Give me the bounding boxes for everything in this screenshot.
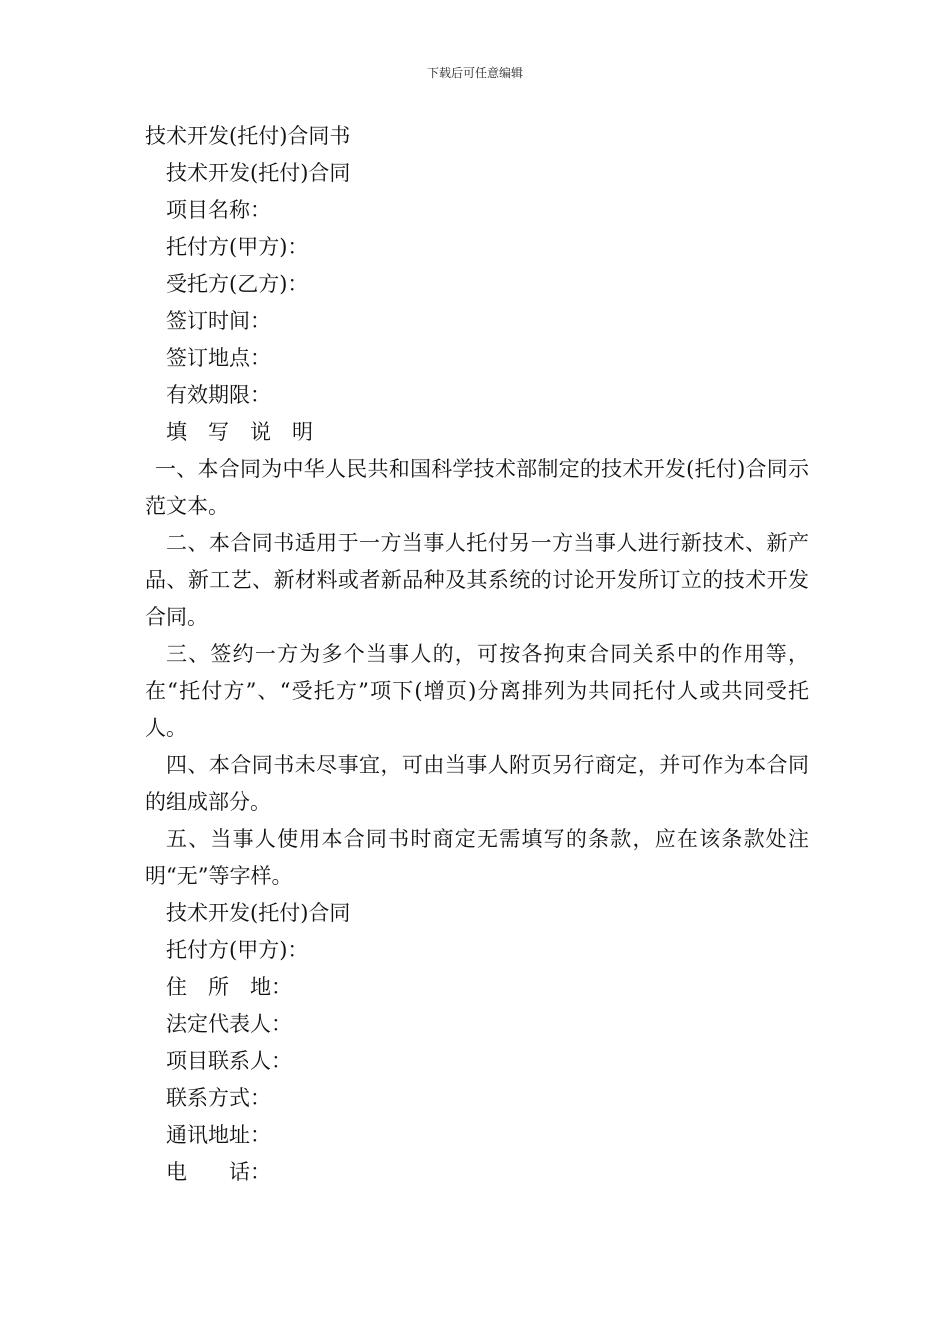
instruction-item-3: 三、签约一方为多个当事人的，可按各拘束合同关系中的作用等，在“托付方”、“受托方”项下(增页)分离排列为共同托付人或共同受托人。 — [145, 642, 809, 740]
instruction-item-1: 一、本合同为中华人民共和国科学技术部制定的技术开发(托付)合同示范文本。 — [145, 457, 809, 518]
project-name-label: 项目名称： — [166, 198, 271, 222]
valid-period-label: 有效期限： — [166, 383, 271, 407]
sign-place-label: 签订地点： — [166, 346, 271, 370]
mail-address-label: 通讯地址： — [166, 1123, 271, 1147]
client-label: 托付方(甲方)： — [166, 235, 309, 259]
phone-label: 电 话： — [166, 1160, 271, 1184]
document-body — [145, 118, 809, 1191]
cover-subtitle: 技术开发(托付)合同 — [166, 161, 351, 185]
instruction-item-5: 五、当事人使用本合同书时商定无需填写的条款，应在该条款处注明“无”等字样。 — [145, 827, 809, 888]
contact-method-label: 联系方式： — [166, 1086, 271, 1110]
instruction-item-2: 二、本合同书适用于一方当事人托付另一方当事人进行新技术、新产品、新工艺、新材料或者新品种及其系统的讨论开发所订立的技术开发合同。 — [145, 531, 809, 629]
legal-rep-label: 法定代表人： — [166, 1012, 292, 1036]
document-title: 技术开发(托付)合同书 — [145, 124, 351, 148]
contract-title: 技术开发(托付)合同 — [166, 901, 351, 925]
address-label: 住 所 地： — [166, 975, 292, 999]
page-header: 下载后可任意编辑 — [426, 66, 523, 80]
contract-client-label: 托付方(甲方)： — [166, 938, 309, 962]
sign-time-label: 签订时间： — [166, 309, 271, 333]
contractor-label: 受托方(乙方)： — [166, 272, 309, 296]
project-contact-label: 项目联系人： — [166, 1049, 292, 1073]
instructions-heading: 填 写 说 明 — [166, 420, 313, 444]
instruction-item-4: 四、本合同书未尽事宜，可由当事人附页另行商定，并可作为本合同的组成部分。 — [145, 753, 809, 814]
